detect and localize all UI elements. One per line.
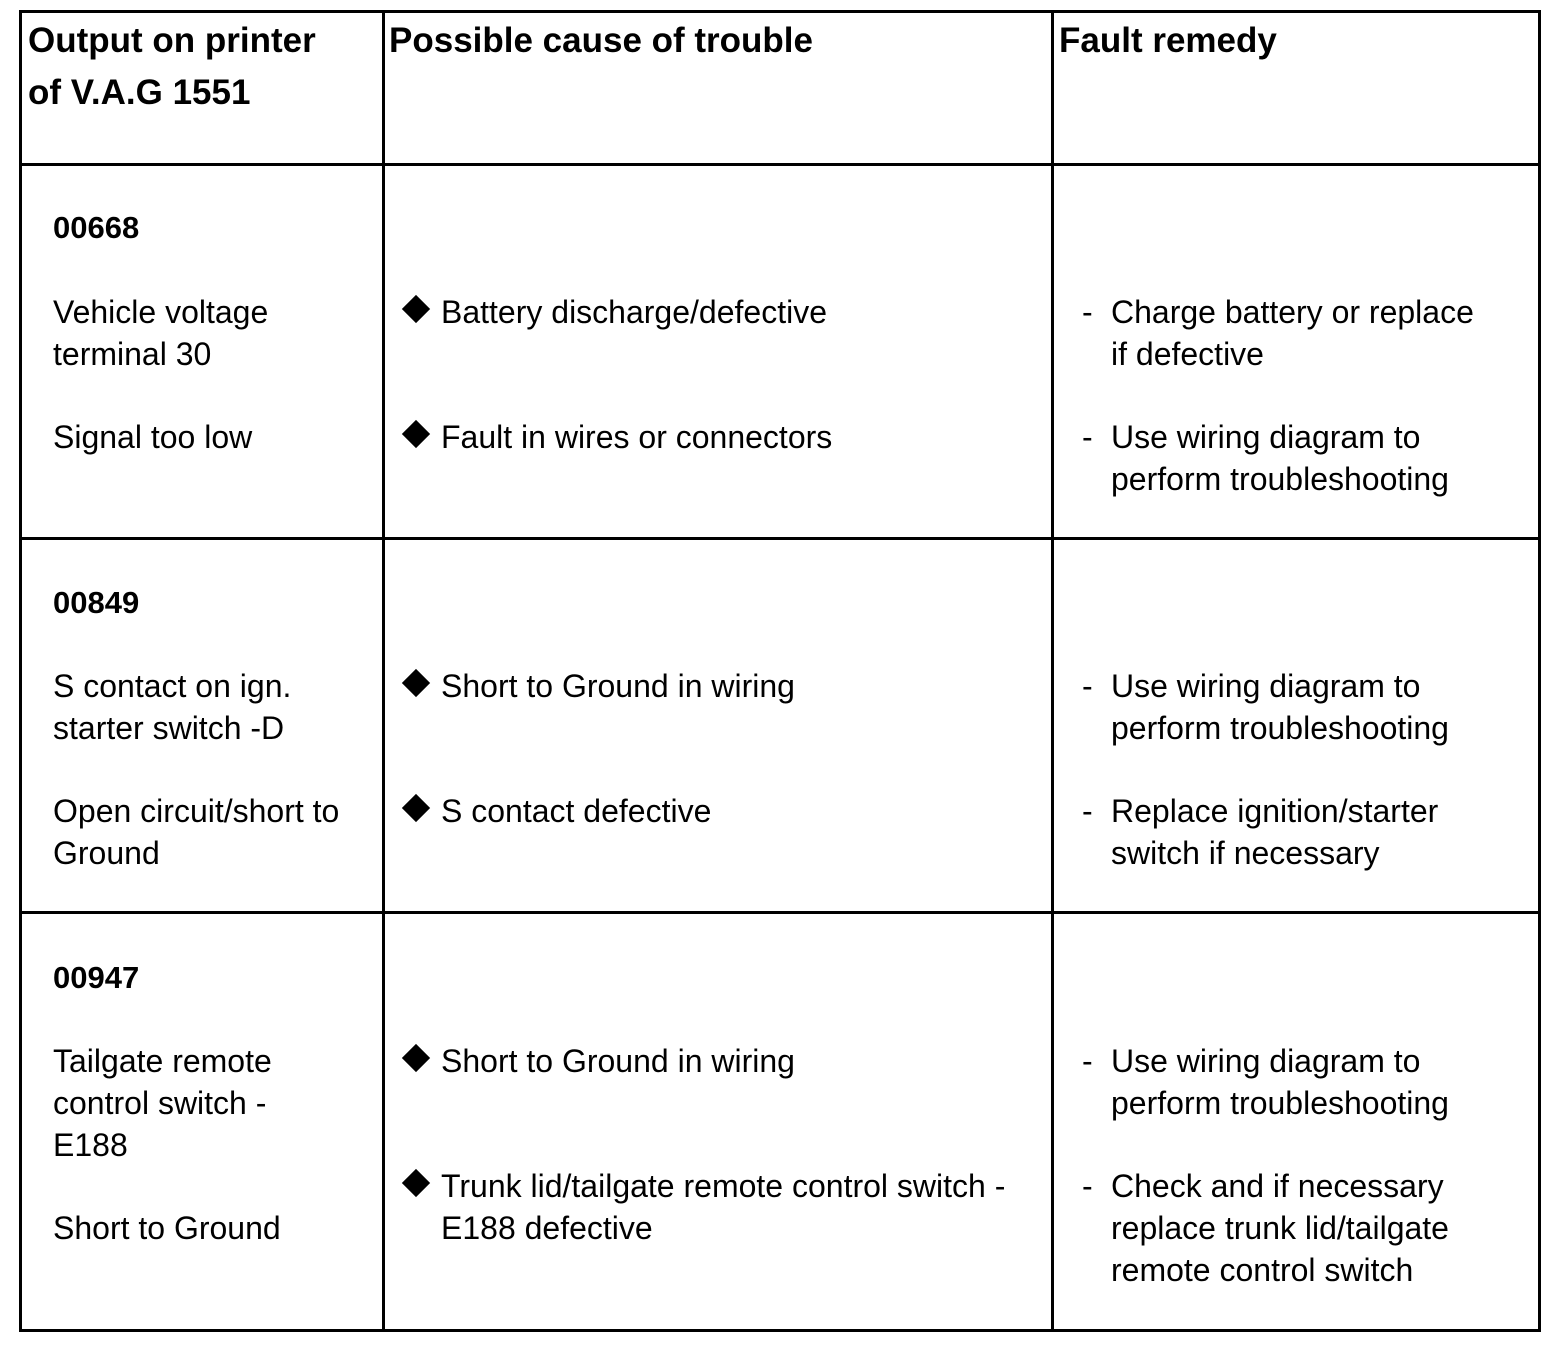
diamond-bullet-icon bbox=[402, 1044, 430, 1072]
dash-marker-icon: - bbox=[1082, 668, 1093, 704]
remedy-item: Replace ignition/starter switch if necessary bbox=[1111, 793, 1439, 871]
dash-marker-icon: - bbox=[1082, 294, 1093, 330]
fault-code: 00668 bbox=[53, 210, 140, 245]
header-output-on-printer bbox=[28, 15, 316, 119]
remedy-item: Use wiring diagram to perform troubleshooting bbox=[1111, 1043, 1449, 1121]
remedy-item: Check and if necessary replace trunk lid/tailgate remote control switch bbox=[1111, 1168, 1449, 1288]
cause-item: Short to Ground in wiring bbox=[441, 668, 795, 704]
output-condition: Signal too low bbox=[53, 419, 253, 455]
column-divider bbox=[1051, 13, 1054, 1329]
remedy-item: Charge battery or replace if defective bbox=[1111, 294, 1474, 372]
fault-code: 00849 bbox=[53, 585, 140, 620]
diamond-bullet-icon bbox=[402, 1169, 430, 1197]
dash-marker-icon: - bbox=[1082, 419, 1093, 455]
cause-item: Trunk lid/tailgate remote control switch - E188 defective bbox=[441, 1168, 1006, 1246]
header-line: of V.A.G 1551 bbox=[28, 73, 251, 112]
dash-marker-icon: - bbox=[1082, 1168, 1093, 1204]
dash-marker-icon: - bbox=[1082, 1043, 1093, 1079]
diamond-bullet-icon bbox=[402, 794, 430, 822]
header-possible-cause: Possible cause of trouble bbox=[389, 21, 813, 60]
diamond-bullet-icon bbox=[402, 295, 430, 323]
fault-table bbox=[19, 10, 1541, 1332]
header-line: Output on printer bbox=[28, 21, 316, 60]
header-fault-remedy: Fault remedy bbox=[1059, 21, 1277, 60]
remedy-item: Use wiring diagram to perform troubleshooting bbox=[1111, 668, 1449, 746]
output-component: Vehicle voltage terminal 30 bbox=[53, 294, 269, 372]
diamond-bullet-icon bbox=[402, 669, 430, 697]
output-condition: Open circuit/short to Ground bbox=[53, 793, 340, 871]
row-divider bbox=[22, 537, 1538, 540]
diamond-bullet-icon bbox=[402, 420, 430, 448]
output-condition: Short to Ground bbox=[53, 1210, 281, 1246]
cause-item: Battery discharge/defective bbox=[441, 294, 827, 330]
output-component: Tailgate remote control switch - E188 bbox=[53, 1043, 272, 1163]
remedy-item: Use wiring diagram to perform troubleshooting bbox=[1111, 419, 1449, 497]
cause-item: Short to Ground in wiring bbox=[441, 1043, 795, 1079]
cause-item: Fault in wires or connectors bbox=[441, 419, 833, 455]
column-divider bbox=[382, 13, 385, 1329]
fault-code: 00947 bbox=[53, 960, 140, 995]
row-divider bbox=[22, 163, 1538, 166]
output-component: S contact on ign. starter switch -D bbox=[53, 668, 292, 746]
cause-item: S contact defective bbox=[441, 793, 712, 829]
row-divider bbox=[22, 911, 1538, 914]
dash-marker-icon: - bbox=[1082, 793, 1093, 829]
